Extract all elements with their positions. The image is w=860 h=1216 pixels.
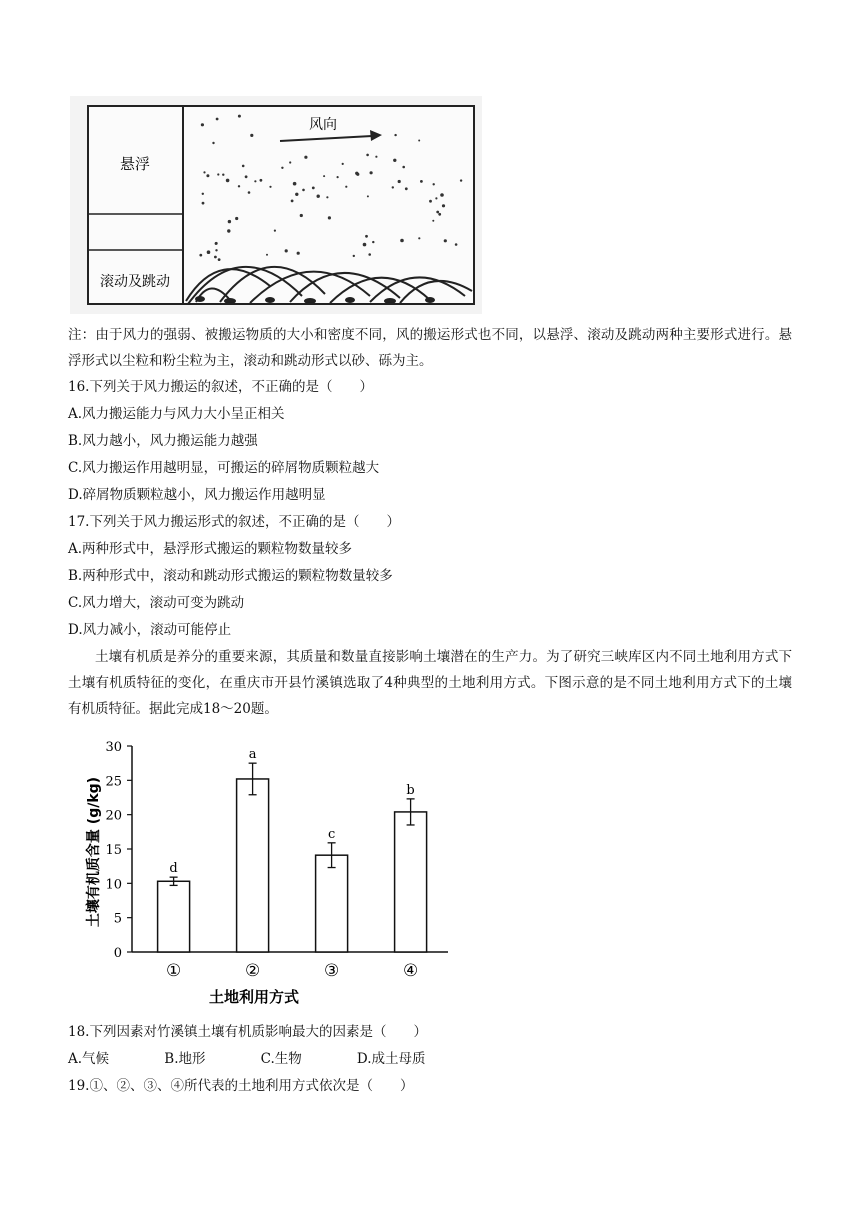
particle-dot: [250, 134, 253, 137]
q18-option-c: C.生物: [260, 1051, 302, 1067]
particle-dot: [353, 255, 355, 257]
particle-dot: [367, 195, 369, 197]
particle-dot: [438, 213, 441, 216]
particle-dot: [355, 172, 358, 175]
particle-dot: [435, 197, 437, 199]
particle-dot: [393, 159, 396, 162]
q18-option-d: D.成土母质: [356, 1051, 426, 1067]
particle-dot: [266, 254, 268, 256]
bars: [158, 747, 427, 952]
q16-stem: 16.下列关于风力搬运的叙述，不正确的是（ ）: [68, 379, 373, 395]
q16-option-b: B.风力越小，风力搬运能力越强: [68, 433, 258, 449]
particle-dot: [326, 196, 328, 198]
x-axis-label: 土地利用方式: [208, 988, 300, 1006]
passage: 土壤有机质是养分的重要来源，其质量和数量直接影响土壤潜在的生产力。为了研究三峡库区内不同土地利用方式下土壤有机质特征的变化，在重庆市开县竹溪镇选取了4种典型的土地利用方式。下图示意的是不同土地利用方式下的土壤有机质特征。据此完成18～20题。: [68, 649, 792, 717]
particle-dot: [216, 118, 219, 121]
label-wind-direction: 风向: [309, 117, 337, 133]
particle-dot: [440, 193, 444, 197]
particle-dot: [217, 173, 219, 175]
particle-dot: [297, 252, 300, 255]
q17-option-b: B.两种形式中，滚动和跳动形式搬运的颗粒物数量较多: [68, 568, 393, 584]
q17-option-a: A.两种形式中，悬浮形式搬运的颗粒物数量较多: [68, 541, 353, 557]
particle-dot: [432, 220, 434, 222]
q18-stem: 18.下列因素对竹溪镇土壤有机质影响最大的因素是（ ）: [68, 1024, 427, 1040]
q19-stem: 19.①、②、③、④所代表的土地利用方式依次是（ ）: [68, 1078, 414, 1094]
y-tick-label: 5: [113, 911, 122, 927]
particle-dot: [366, 154, 369, 157]
particle-dot: [254, 180, 256, 182]
y-axis-label: 土壤有机质含量 (g/kg): [86, 776, 102, 928]
particle-dot: [420, 180, 423, 183]
q18-options: [68, 1049, 426, 1069]
y-tick-label: 25: [105, 774, 122, 790]
significance-letter: d: [169, 861, 178, 877]
particle-dot: [304, 156, 307, 159]
significance-letter: c: [327, 826, 336, 842]
particle-dot: [365, 235, 368, 238]
particle-dot: [260, 179, 263, 182]
label-rolling-jumping: 滚动及跳动: [100, 274, 170, 290]
y-tick-label: 20: [105, 808, 122, 824]
particle-dot: [436, 211, 439, 214]
particle-dot: [222, 174, 224, 176]
x-axis: [166, 961, 418, 981]
y-tick-label: 10: [105, 877, 122, 893]
q16-option-c: C.风力搬运作用越明显，可搬运的碎屑物质颗粒越大: [68, 460, 380, 476]
particle-dot: [274, 230, 276, 232]
particle-dot: [323, 175, 325, 177]
particle-dot: [460, 179, 462, 181]
particle-dot: [392, 186, 394, 188]
particle-dot: [201, 123, 204, 126]
particle-dot: [227, 229, 230, 232]
y-tick-label: 30: [105, 740, 122, 755]
particle-dot: [238, 185, 240, 187]
particle-dot: [345, 186, 347, 188]
particle-dot: [226, 179, 230, 183]
particle-dot: [199, 254, 202, 257]
particle-dot: [312, 187, 315, 190]
particle-dot: [394, 134, 396, 136]
particle-dot: [203, 171, 205, 173]
particle-dot: [328, 216, 331, 219]
particle-dot: [202, 193, 204, 195]
wind-transport-diagram: [70, 96, 482, 314]
particle-dot: [212, 142, 214, 144]
chart-svg: [78, 732, 458, 1012]
particle-dot: [402, 166, 405, 169]
particle-dot: [285, 249, 288, 252]
soil-organic-matter-chart: [78, 732, 458, 1012]
particle-dot: [214, 256, 217, 259]
particle-dot: [228, 220, 231, 223]
particle-dot: [372, 241, 374, 243]
particle-dot: [444, 239, 447, 242]
particle-dot: [400, 239, 404, 243]
bar: [395, 812, 427, 952]
particle-dot: [295, 193, 298, 196]
particle-dot: [405, 187, 408, 190]
particle-dot: [375, 156, 377, 158]
q18-option-a: A.气候: [68, 1051, 110, 1067]
particle-dot: [202, 202, 205, 205]
bar: [237, 779, 269, 952]
particle-dot: [289, 161, 291, 163]
particle-dot: [235, 217, 238, 220]
particle-dot: [342, 163, 344, 165]
bar: [158, 881, 190, 952]
q16-option-a: A.风力搬运能力与风力大小呈正相关: [68, 406, 285, 422]
figure-note: 注：由于风力的强弱、被搬运物质的大小和密度不同，风的搬运形式也不同，以悬浮、滚动及跳动两种主要形式进行。悬浮形式以尘粒和粉尘粒为主，滚动和跳动形式以砂、砾为主。: [68, 327, 792, 369]
category-label: ②: [244, 961, 261, 981]
particle-dot: [242, 165, 245, 168]
particle-dot: [238, 115, 241, 118]
particle-dot: [291, 200, 294, 203]
q16-option-d: D.碎屑物质颗粒越小，风力搬运作用越明显: [68, 487, 326, 503]
particle-dot: [218, 258, 221, 261]
category-label: ①: [165, 961, 182, 981]
particle-dot: [398, 180, 401, 183]
label-suspension: 悬浮: [119, 155, 151, 173]
particle-dot: [433, 183, 435, 185]
q17-option-c: C.风力增大，滚动可变为跳动: [68, 595, 245, 611]
particle-dot: [207, 250, 211, 254]
particle-dot: [206, 174, 209, 177]
category-label: ③: [323, 961, 340, 981]
y-tick-label: 15: [105, 843, 122, 858]
particle-dot: [300, 214, 303, 217]
particle-dot: [418, 140, 420, 142]
y-tick-label: 0: [113, 946, 122, 961]
particle-dot: [370, 171, 373, 174]
category-label: ④: [402, 961, 419, 981]
particle-dot: [317, 195, 320, 198]
significance-letter: a: [248, 747, 257, 763]
bar: [316, 855, 348, 952]
particle-dot: [248, 191, 251, 194]
particle-dot: [293, 182, 297, 186]
particle-dot: [455, 243, 458, 246]
q17-option-d: D.风力减小，滚动可能停止: [68, 622, 232, 638]
particle-dot: [269, 186, 271, 188]
particle-dot: [363, 243, 367, 247]
particle-dot: [429, 200, 432, 203]
particle-dot: [245, 175, 248, 178]
particle-dot: [215, 243, 217, 245]
q18-option-b: B.地形: [164, 1051, 206, 1067]
particle-dot: [215, 249, 217, 251]
wind-transport-svg: [70, 96, 482, 314]
significance-letter: b: [406, 782, 415, 798]
particle-dot: [337, 176, 339, 178]
particle-dot: [418, 237, 420, 239]
particle-dot: [368, 253, 371, 256]
particle-dot: [281, 167, 283, 169]
q17-stem: 17.下列关于风力搬运形式的叙述，不正确的是（ ）: [68, 514, 400, 530]
particle-dot: [302, 189, 305, 192]
particle-dot: [442, 204, 445, 207]
